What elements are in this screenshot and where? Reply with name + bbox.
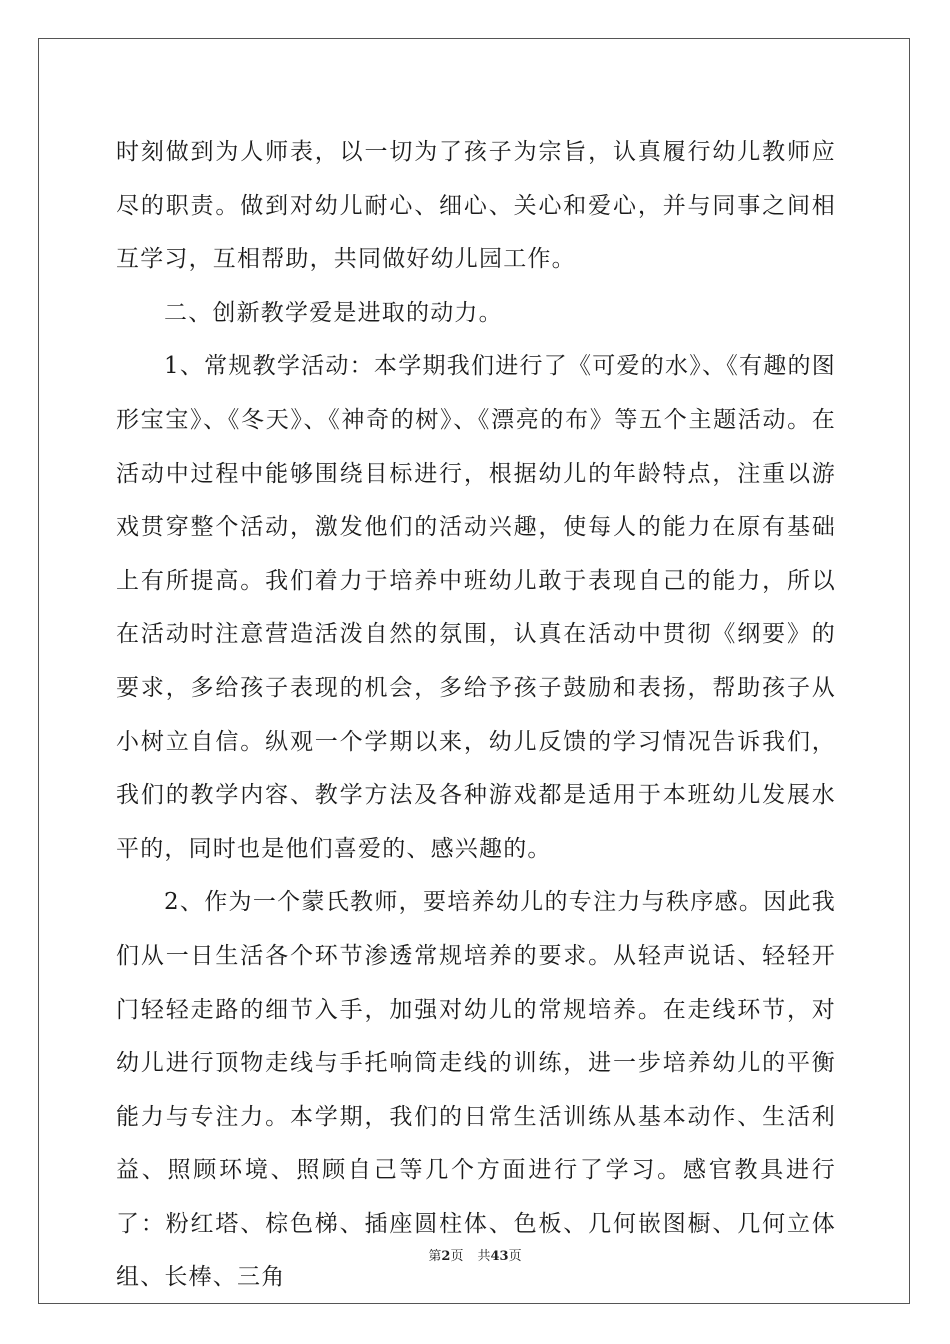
total-suffix: 页 [508,1249,522,1264]
paragraph-item-1: 1、常规教学活动：本学期我们进行了《可爱的水》、《有趣的图形宝宝》、《冬天》、《神奇的树》、《漂亮的布》等五个主题活动。在活动中过程中能够围绕目标进行，根据幼儿的年龄特点，注重以游戏贯穿整个活动，激发他们的活动兴趣，使每人的能力在原有基础上有所提高。我们着力于培养中班幼儿敢于表现自己的能力，所以在活动时注意营造活泼自然的氛围，认真在活动中贯彻《纲要》的要求，多给孩子表现的机会，多给予孩子鼓励和表扬，帮助孩子从小树立自信。纵观一个学期以来，幼儿反馈的学习情况告诉我们，我们的教学内容、教学方法及各种游戏都是适用于本班幼儿发展水平的，同时也是他们喜爱的、感兴趣的。 [116,353,836,862]
paragraph-continuation: 时刻做到为人师表，以一切为了孩子为宗旨，认真履行幼儿教师应尽的职责。做到对幼儿耐心、细心、关心和爱心，并与同事之间相互学习，互相帮助，共同做好幼儿园工作。 [116,139,836,273]
total-prefix: 共 [477,1249,491,1264]
section-heading: 二、创新教学爱是进取的动力。 [164,299,503,326]
total-pages: 43 [490,1249,509,1264]
page-footer [0,1245,950,1264]
page-prefix: 第 [428,1249,442,1264]
page-suffix: 页 [450,1249,464,1264]
page-number: 2 [441,1249,451,1264]
document-body [116,126,836,1305]
paragraph-item-2: 2、作为一个蒙氏教师，要培养幼儿的专注力与秩序感。因此我们从一日生活各个环节渗透常规培养的要求。从轻声说话、轻轻开门轻轻走路的细节入手，加强对幼儿的常规培养。在走线环节，对幼儿进行顶物走线与手托响筒走线的训练，进一步培养幼儿的平衡能力与专注力。本学期，我们的日常生活训练从基本动作、生活利益、照顾环境、照顾自己等几个方面进行了学习。感官教具进行了：粉红塔、棕色梯、插座圆柱体、色板、几何嵌图橱、几何立体组、长棒、三角 [116,889,836,1291]
